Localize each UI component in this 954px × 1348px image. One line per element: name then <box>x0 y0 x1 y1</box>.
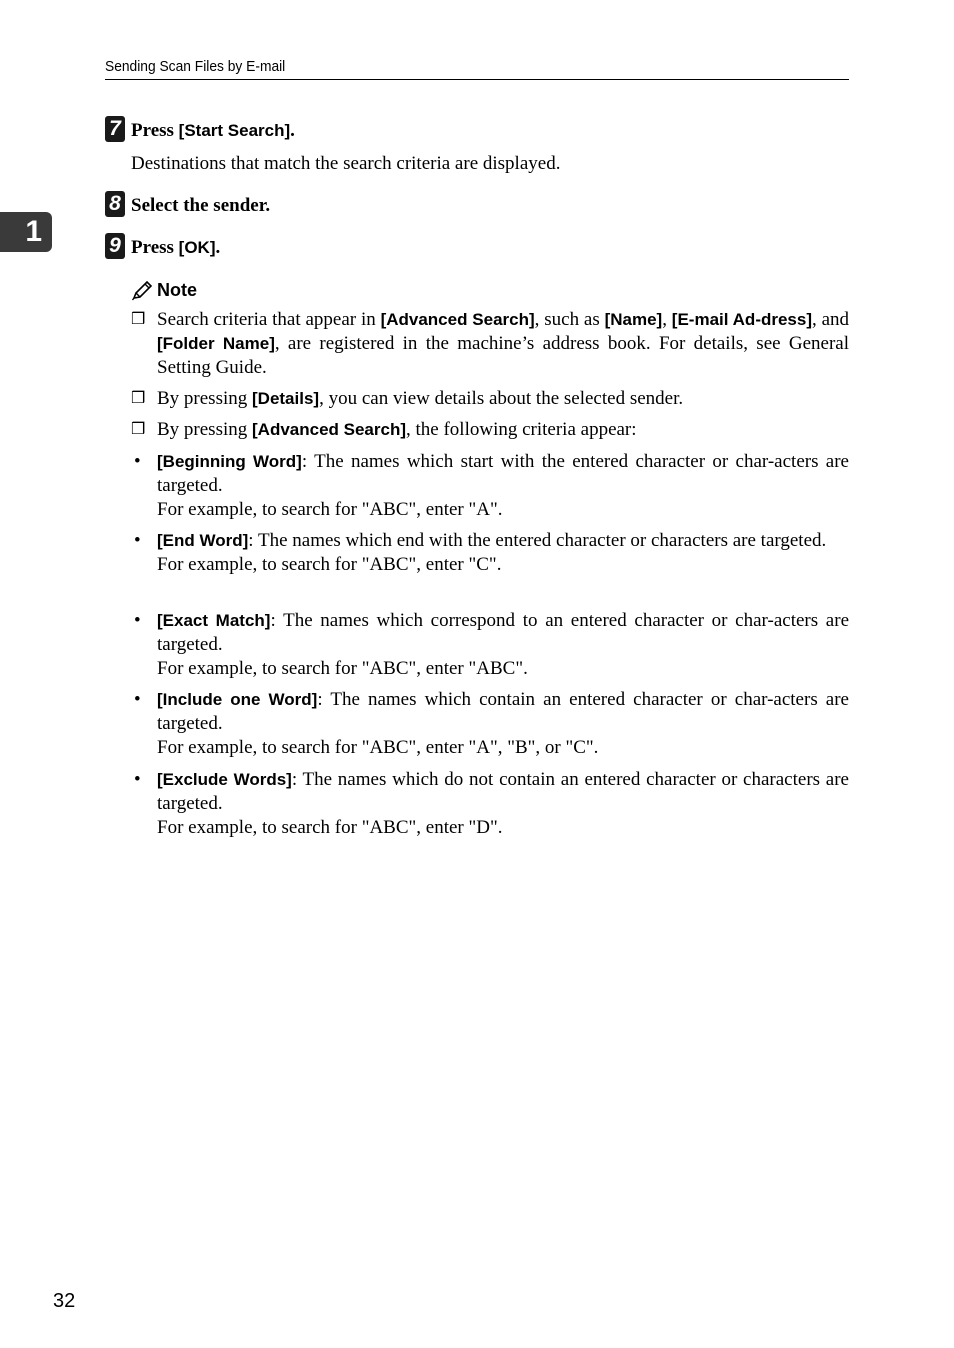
bullet-dot-icon: • <box>134 451 141 472</box>
criteria-example: For example, to search for "ABC", enter "D". <box>157 817 503 838</box>
name-button-ref: [Name] <box>604 310 663 329</box>
running-header: Sending Scan Files by E-mail <box>105 58 286 75</box>
criteria-example: For example, to search for "ABC", enter "ABC". <box>157 658 528 679</box>
details-button-ref: [Details] <box>252 389 320 408</box>
checkbox-bullet-icon: ❒ <box>131 311 146 328</box>
criteria-text: : The names which correspond to an entered character or char-acters are targeted. <box>157 610 849 655</box>
bullet-dot-icon: • <box>134 610 141 631</box>
criteria-label: [Include one Word] <box>157 690 318 709</box>
criteria-label: [End Word] <box>157 531 249 550</box>
step-7 <box>105 117 849 142</box>
note-item <box>131 308 849 380</box>
step-8 <box>105 192 849 217</box>
criteria-label: [Beginning Word] <box>157 452 302 471</box>
step-9 <box>105 234 849 259</box>
ok-button-ref: [OK] <box>178 238 216 257</box>
step-text-end: . <box>290 120 295 141</box>
start-search-button-ref: [Start Search] <box>178 121 291 140</box>
step-text-end: . <box>215 237 221 258</box>
note-item <box>131 418 849 442</box>
chapter-tab: 1 <box>0 212 52 252</box>
note-text: Search criteria that appear in <box>157 309 381 330</box>
criteria-text: : The names which contain an entered character or char-acters are targeted. <box>157 689 849 734</box>
checkbox-bullet-icon: ❒ <box>131 421 146 438</box>
advanced-search-button-ref: [Advanced Search] <box>252 420 406 439</box>
folder-name-button-ref: [Folder Name] <box>157 334 275 353</box>
step-number: 7 <box>105 116 125 142</box>
bullet-dot-icon: • <box>134 689 141 710</box>
note-text: , the following criteria appear: <box>406 419 637 440</box>
step-number: 8 <box>105 191 125 217</box>
note-text: , you can view details about the selected sender. <box>319 388 684 409</box>
pencil-icon <box>131 281 153 301</box>
note-text: , are registered in the machine’s address book. For details, see General Setting Guide. <box>157 333 849 378</box>
header-rule <box>105 79 849 80</box>
note-heading <box>131 280 197 301</box>
criteria-item <box>131 609 849 681</box>
criteria-text: : The names which end with the entered character or characters are targeted. <box>248 530 827 551</box>
step-text: Press <box>131 120 179 141</box>
criteria-item <box>131 450 849 522</box>
step-number: 9 <box>105 233 125 259</box>
bullet-dot-icon: • <box>134 530 141 551</box>
email-address-button-ref: [E-mail Ad-dress] <box>671 310 812 329</box>
page-number: 32 <box>53 1290 76 1312</box>
note-label: Note <box>157 280 197 300</box>
criteria-text: : The names which start with the entered character or char-acters are targeted. <box>157 451 849 496</box>
criteria-item <box>131 768 849 840</box>
step-text: Press <box>131 237 179 258</box>
note-text: , such as <box>534 309 605 330</box>
criteria-example: For example, to search for "ABC", enter "C". <box>157 554 502 575</box>
criteria-label: [Exact Match] <box>157 611 271 630</box>
criteria-example: For example, to search for "ABC", enter "A". <box>157 499 503 520</box>
criteria-label: [Exclude Words] <box>157 770 292 789</box>
criteria-item <box>131 529 849 577</box>
criteria-example: For example, to search for "ABC", enter "A", "B", or "C". <box>157 737 599 758</box>
advanced-search-button-ref: [Advanced Search] <box>380 310 535 329</box>
criteria-item <box>131 688 849 760</box>
step-text: Select the sender. <box>131 195 271 216</box>
checkbox-bullet-icon: ❒ <box>131 390 146 407</box>
note-text: , <box>662 309 672 330</box>
note-text: By pressing <box>157 419 252 440</box>
step-7-description: Destinations that match the search criteria are displayed. <box>131 153 561 174</box>
bullet-dot-icon: • <box>134 769 141 790</box>
note-text: By pressing <box>157 388 252 409</box>
criteria-text: : The names which do not contain an entered character or characters are targeted. <box>157 769 849 814</box>
note-text: , and <box>812 309 850 330</box>
note-item <box>131 387 849 411</box>
